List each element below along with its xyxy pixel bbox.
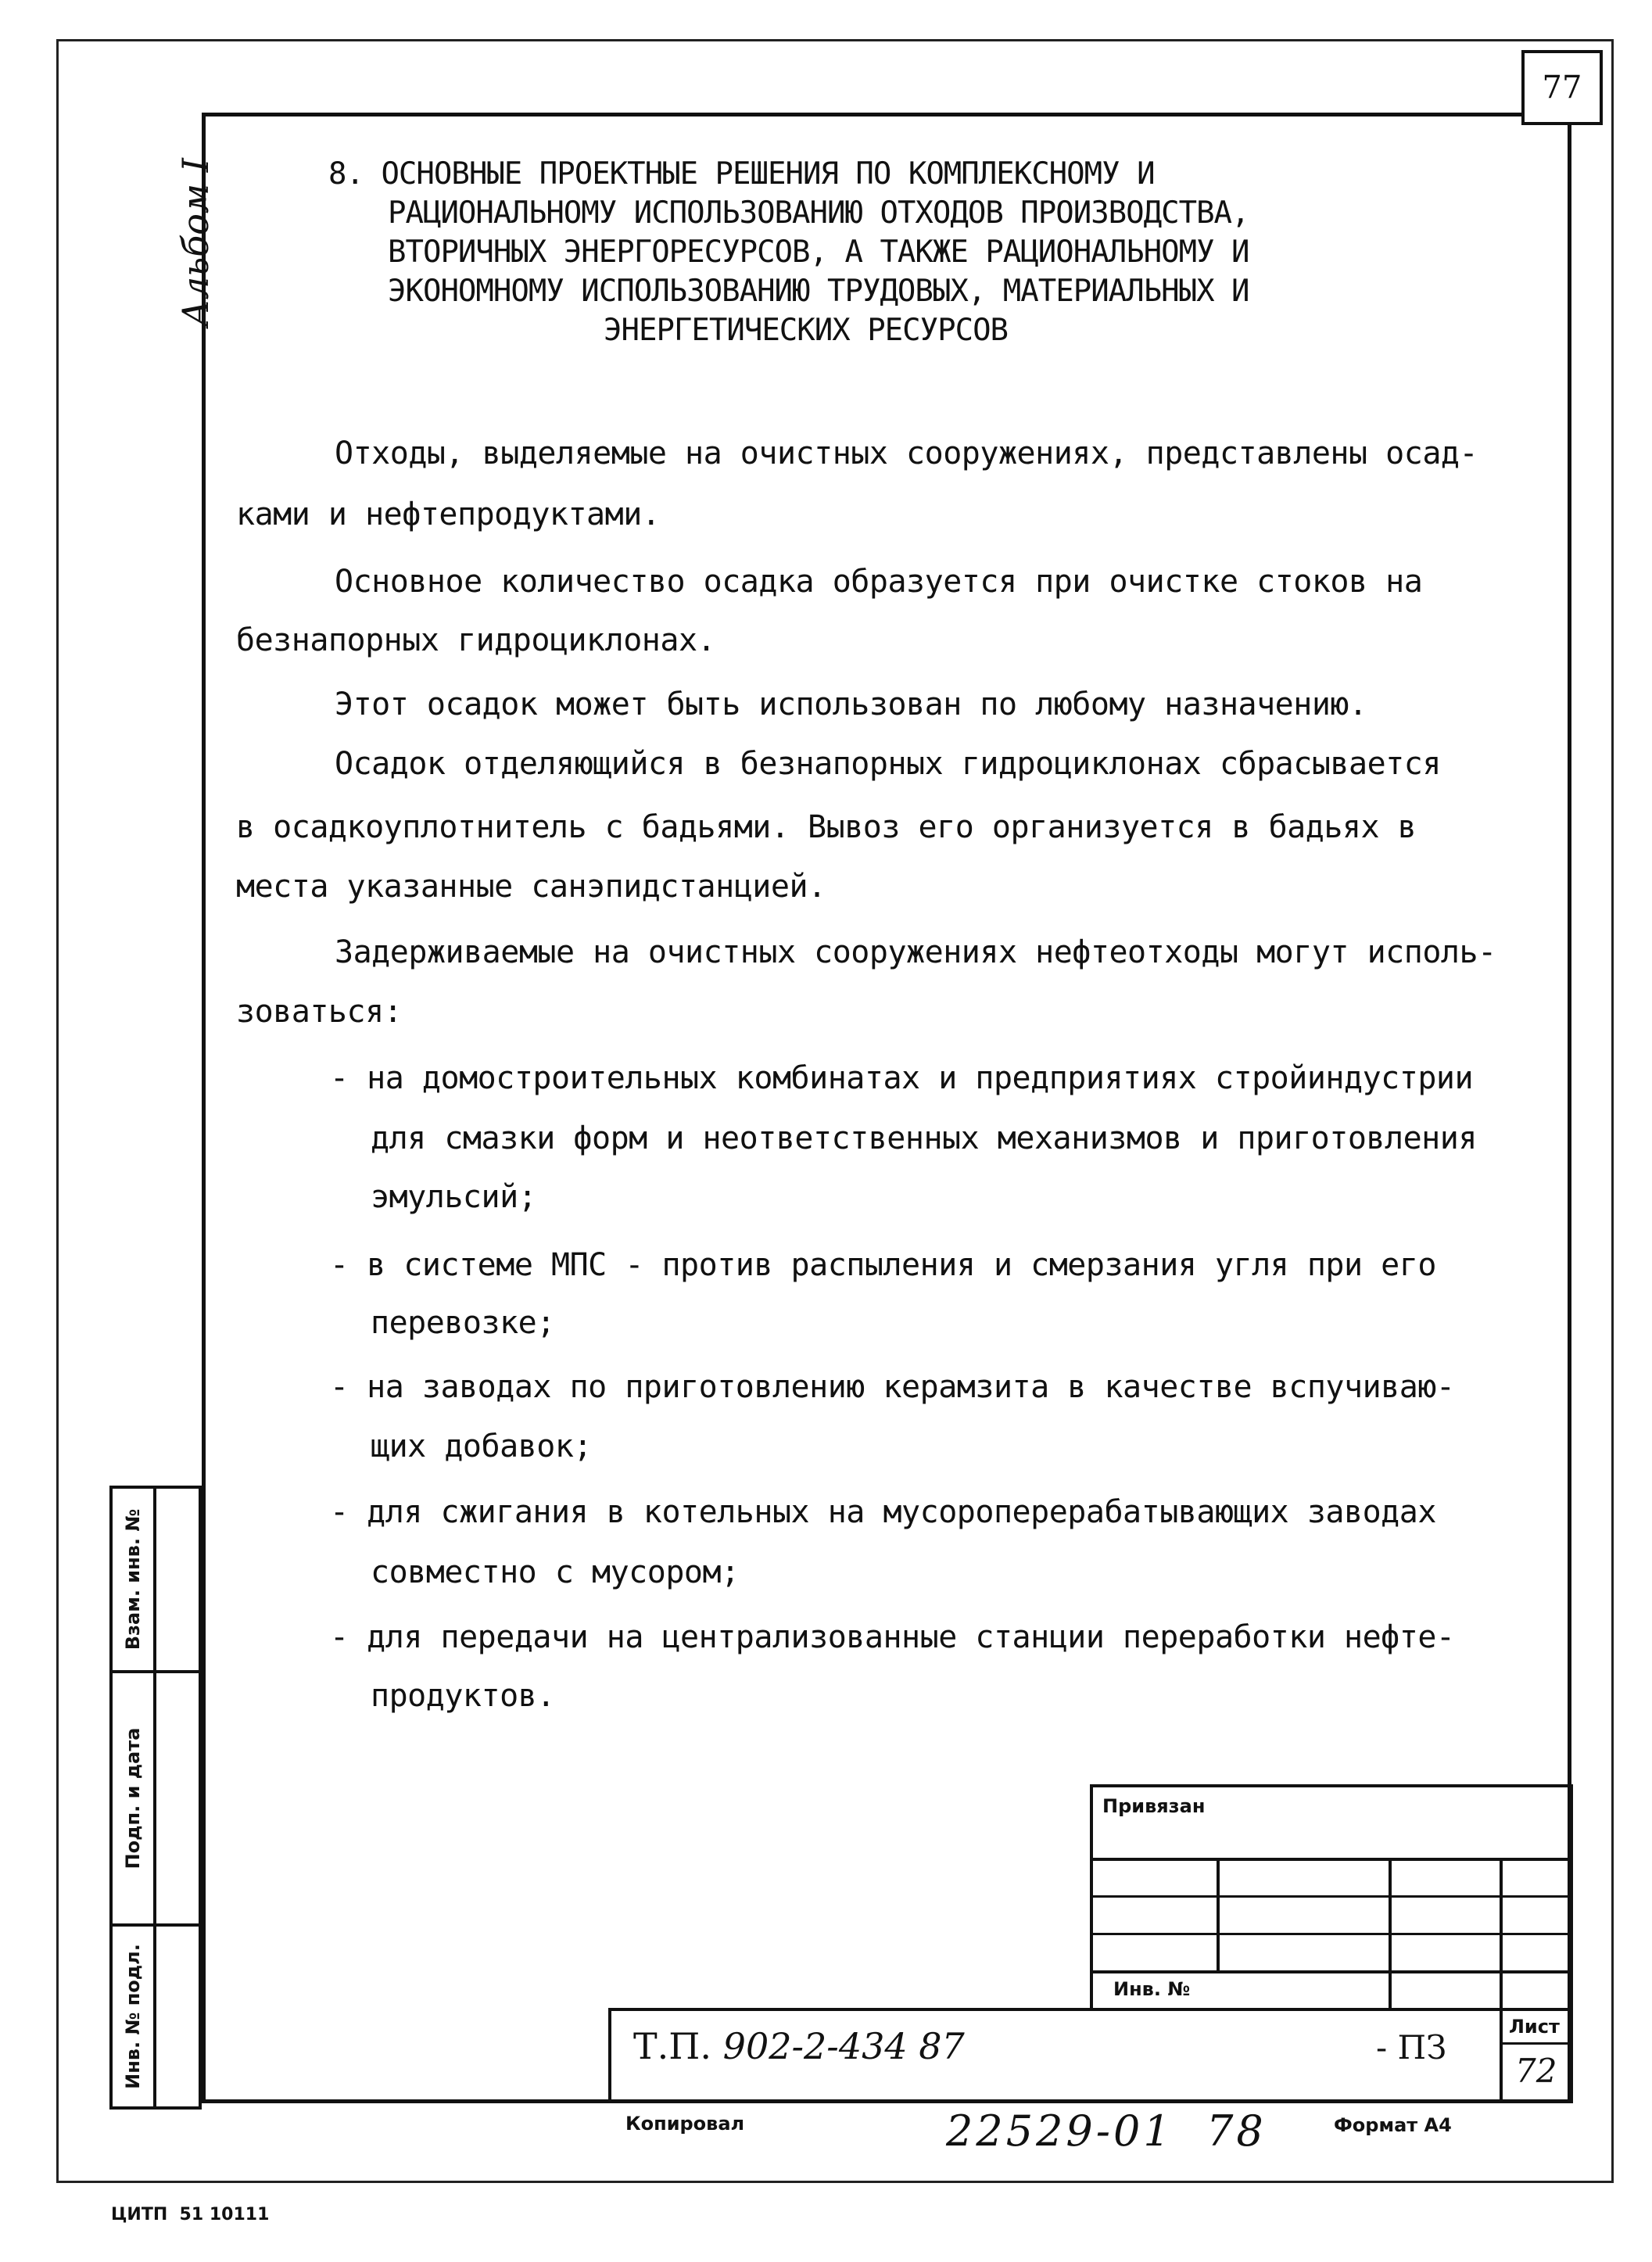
inv-no-label: Инв. № bbox=[1113, 1978, 1191, 2000]
table-vline bbox=[1217, 1858, 1220, 1973]
doc-number: 902-2-434 87 bbox=[722, 2025, 965, 2067]
privyazan-label: Привязан bbox=[1102, 1795, 1206, 1817]
list-item: - на заводах по приготовлению керамзита в качестве вспучиваю- bbox=[330, 1369, 1455, 1405]
list-item: - в системе МПС - против распыления и смерзания угля при его bbox=[330, 1247, 1436, 1283]
heading-line: ВТОРИЧНЫХ ЭНЕРГОРЕСУРСОВ, А ТАКЖЕ РАЦИОНАЛЬНОМУ И bbox=[388, 235, 1249, 270]
doc-suffix: - ПЗ bbox=[1376, 2028, 1447, 2067]
podp-data-label: Подп. и дата bbox=[122, 1727, 144, 1869]
album-label: Альбом I bbox=[174, 158, 217, 327]
heading-line: ЭНЕРГЕТИЧЕСКИХ РЕСУРСОВ bbox=[604, 313, 1009, 348]
body-line: Этот осадок может быть использован по любому назначению. bbox=[335, 686, 1367, 722]
list-item: - для передачи на централизованные станции переработки нефте- bbox=[330, 1619, 1455, 1655]
sheet-number: 77 bbox=[1521, 50, 1603, 125]
order-number: 22529-01 78 bbox=[946, 2106, 1267, 2156]
inv-podl-label: Инв. № подл. bbox=[122, 1944, 144, 2089]
body-line: Осадок отделяющийся в безнапорных гидроциклонах сбрасывается bbox=[335, 746, 1441, 782]
heading-line: РАЦИОНАЛЬНОМУ ИСПОЛЬЗОВАНИЮ ОТХОДОВ ПРОИЗВОДСТВА, bbox=[388, 195, 1249, 231]
list-item: продуктов. bbox=[371, 1678, 555, 1714]
body-line: зоваться: bbox=[236, 994, 403, 1030]
list-cell-hline bbox=[1500, 2042, 1573, 2045]
print-mark: ЦИТП 51 10111 bbox=[111, 2205, 270, 2224]
list-item: перевозке; bbox=[371, 1305, 555, 1341]
body-line: в осадкоуплотнитель с бадьями. Вывоз его организуется в бадьях в bbox=[236, 809, 1417, 845]
document-designation bbox=[633, 2025, 965, 2067]
format-label: Формат А4 bbox=[1334, 2114, 1452, 2136]
heading-line: ЭКОНОМНОМУ ИСПОЛЬЗОВАНИЮ ТРУДОВЫХ, МАТЕРИАЛЬНЫХ И bbox=[388, 274, 1249, 309]
list-item: для смазки форм и неответственных механизмов и приготовления bbox=[371, 1120, 1477, 1156]
doc-prefix: Т.П. bbox=[633, 2025, 712, 2067]
body-line: ками и нефтепродуктами. bbox=[236, 496, 661, 532]
table-vline bbox=[1389, 1858, 1392, 2011]
body-line: Основное количество осадка образуется при очистке стоков на bbox=[335, 564, 1423, 600]
body-line: места указанные санэпидстанцией. bbox=[236, 869, 826, 905]
list-item: совместно с мусором; bbox=[371, 1554, 740, 1590]
list-cell-vline bbox=[1500, 2008, 1503, 2103]
kopiroval-label: Копировал bbox=[625, 2113, 745, 2135]
list-item: эмульсий; bbox=[371, 1179, 537, 1215]
list-item: - на домостроительных комбинатах и предприятиях стройиндустрии bbox=[330, 1060, 1474, 1096]
list-label: Лист bbox=[1509, 2016, 1560, 2038]
vzam-inv-label: Взам. инв. № bbox=[122, 1508, 144, 1651]
body-line: безнапорных гидроциклонах. bbox=[236, 622, 716, 658]
body-line: Отходы, выделяемые на очистных сооружениях, представлены осад- bbox=[335, 436, 1478, 471]
table-vline bbox=[1500, 1858, 1503, 2011]
list-item: - для сжигания в котельных на мусороперерабатывающих заводах bbox=[330, 1494, 1436, 1530]
section-heading bbox=[328, 155, 1423, 350]
heading-line: 8. ОСНОВНЫЕ ПРОЕКТНЫЕ РЕШЕНИЯ ПО КОМПЛЕКСНОМУ И bbox=[328, 156, 1155, 192]
list-item: щих добавок; bbox=[371, 1429, 592, 1464]
list-number: 72 bbox=[1515, 2052, 1557, 2090]
body-line: Задерживаемые на очистных сооружениях нефтеотходы могут исполь- bbox=[335, 934, 1496, 970]
